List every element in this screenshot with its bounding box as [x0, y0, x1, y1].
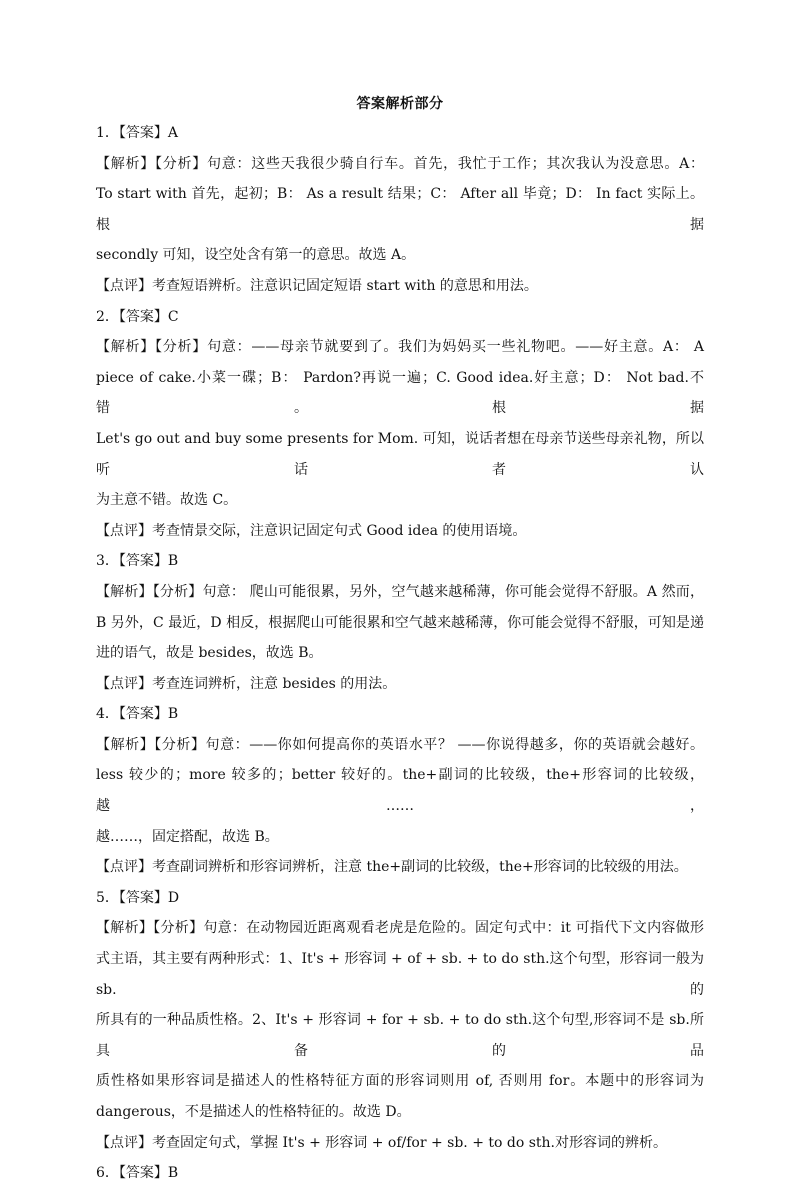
text-line: 越……，固定搭配，故选 B。 — [96, 828, 279, 845]
text-line: 【解析】【分析】句意：——母亲节就要到了。我们为妈妈买一些礼物吧。——好主意。A： A — [96, 339, 704, 356]
text-line: 所具有的一种品质性格。2、It's + 形容词 + for + sb. + to do sth.这个句型,形容词不是 sb.所具备的品 — [96, 1012, 704, 1059]
text-line: 【点评】考查固定句式，掌握 It's + 形容词 + of/for + sb. + to do sth.对形容词的辨析。 — [96, 1134, 668, 1151]
text-line: Let's go out and buy some presents for Mom. 可知，说话者想在母亲节送些母亲礼物，所以听话者认 — [96, 430, 704, 478]
text-line: secondly 可知，设空处含有第一的意思。故选 A。 — [96, 247, 416, 264]
text-line: 【点评】考查短语辨析。注意识记固定短语 start with 的意思和用法。 — [96, 277, 538, 294]
text-line: 【点评】考查副词辨析和形容词辨析，注意 the+副词的比较级，the+形容词的比较级的用法。 — [96, 859, 688, 876]
text-line: 进的语气，故是 besides，故选 B。 — [96, 645, 323, 662]
text-line: 1．【答案】A — [96, 125, 179, 141]
text-line: dangerous，不是描述人的性格特征的。故选 D。 — [96, 1104, 411, 1120]
text-line: 2．【答案】C — [96, 308, 179, 325]
text-line: 3．【答案】B — [96, 553, 179, 570]
text-line: 4．【答案】B — [96, 706, 179, 723]
text-line: 为主意不错。故选 C。 — [96, 492, 238, 509]
text-line: 6．【答案】B — [96, 1165, 179, 1182]
text-line: 【点评】考查连词辨析，注意 besides 的用法。 — [96, 675, 397, 692]
text-line: less 较少的；more 较多的；better 较好的。the+副词的比较级，the+形容词的比较级，越……， — [96, 767, 704, 815]
text-line: B 另外，C 最近，D 相反，根据爬山可能很累和空气越来越稀薄，你可能会觉得不舒服，可知是递 — [96, 614, 704, 631]
text-line: 【解析】【分析】句意：这些天我很少骑自行车。首先，我忙于工作；其次我认为没意思。A： — [96, 155, 704, 172]
text-line: 【解析】【分析】句意： 爬山可能很累，另外，空气越来越稀薄，你可能会觉得不舒服。A 然而， — [96, 583, 704, 600]
text-line: 5．【答案】D — [96, 889, 180, 906]
text-line: 【点评】考查情景交际，注意识记固定句式 Good idea 的使用语境。 — [96, 522, 527, 539]
text-line: 质性格如果形容词是描述人的性格特征方面的形容词则用 of, 否则用 for。本题中的形容词为 — [96, 1073, 704, 1090]
text-line: 【解析】【分析】句意：——你如何提高你的英语水平？ ——你说得越多，你的英语就会越好。 — [96, 736, 704, 753]
text-line: 式主语，其主要有两种形式：1、It's + 形容词 + of + sb. + to do sth.这个句型，形容词一般为 sb.的 — [96, 951, 704, 998]
page-title: 答案解析部分 — [356, 96, 444, 112]
text-line: 【解析】【分析】句意：在动物园近距离观看老虎是危险的。固定句式中：it 可指代下文内容做形 — [96, 920, 704, 937]
answer-body — [96, 118, 704, 1189]
text-line: piece of cake.小菜一碟；B： Pardon?再说一遍；C. Good idea.好主意；D： Not bad.不错。根据 — [96, 369, 704, 417]
text-line: To start with 首先，起初；B： As a result 结果；C： After all 毕竟；D： In fact 实际上。根据 — [96, 186, 704, 233]
